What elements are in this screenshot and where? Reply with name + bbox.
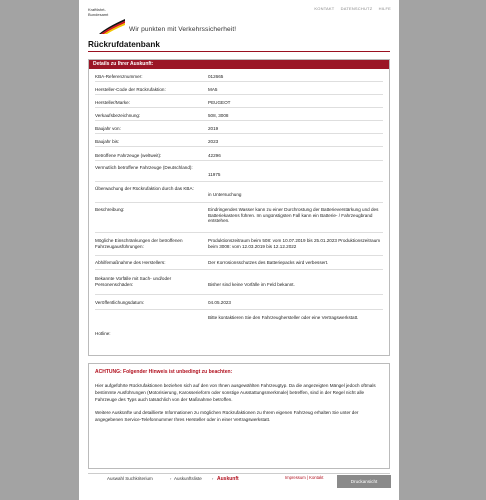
detail-value: 2019: [208, 126, 219, 131]
detail-row-vorfaelle: [95, 271, 383, 295]
kontakt-link[interactable]: Kontakt: [309, 475, 324, 480]
impressum-link[interactable]: Impressum: [285, 475, 306, 480]
detail-label: Verkaufsbezeichnung:: [95, 113, 141, 118]
detail-label: Vermutlich betroffene Fahrzeuge (Deutschland):: [95, 165, 193, 170]
detail-value: 508, 3008: [208, 113, 229, 118]
detail-label: Hotline:: [95, 331, 111, 336]
detail-value: MA5: [208, 87, 218, 92]
detail-label: KBA-Referenznummer:: [95, 74, 143, 79]
breadcrumb-auskunftsliste[interactable]: Auskunftsliste: [174, 476, 202, 481]
detail-value: PEUGEOT: [208, 100, 231, 105]
detail-row-referenznummer: [95, 72, 383, 82]
footer-link-separator: |: [306, 475, 310, 480]
nav-kontakt-link[interactable]: KONTAKT: [314, 6, 335, 11]
detail-value: 04.05.2023: [208, 300, 231, 305]
breadcrumb-arrow-icon: ›: [170, 476, 172, 481]
detail-row-hotline: [95, 311, 383, 341]
detail-value: 2023: [208, 139, 219, 144]
logo-text-line2: Bundesamt: [88, 12, 109, 17]
detail-label: Bekannte Vorfälle mit Sach- und/oder Personenschäden:: [95, 276, 172, 287]
detail-row-beschreibung: [95, 204, 383, 233]
detail-row-baujahr-bis: [95, 135, 383, 147]
slogan: Wir punkten mit Verkehrssicherheit!: [129, 26, 237, 33]
detail-label: Hersteller-Code der Rückrufaktion:: [95, 87, 166, 92]
detail-value: Eindringendes Wasser kann zu einer Durchrostung der Batterieverstärkung und des Batteriekastens führen. Im ungünstigsten Fall kann ein Batterie- / Fahrzeugbrand entstehen.: [208, 207, 379, 224]
logo-text-line1: Kraftfahrt-: [88, 7, 106, 12]
details-heading: Details zu Ihrer Auskunft:: [89, 60, 389, 69]
print-view-button[interactable]: Druckansicht: [337, 475, 391, 488]
detail-label: Veröffentlichungsdatum:: [95, 300, 145, 305]
nav-hilfe-link[interactable]: HILFE: [378, 6, 391, 11]
detail-row-marke: [95, 96, 383, 108]
detail-row-baujahr-von: [95, 122, 383, 134]
detail-value: Bitte kontaktieren Sie den Fahrzeughersteller oder eine Vertragswerkstatt.: [208, 315, 359, 320]
detail-value: Produktionszeitraum beim 508: vom 10.07.2019 bis 25.01.2023 Produktionszeitraum beim 3008: vom 12.03.2019 bis 12.12.2022: [208, 238, 381, 249]
footer-divider: [88, 473, 390, 474]
detail-row-herstellercode: [95, 83, 383, 95]
detail-label: Baujahr bis:: [95, 139, 120, 144]
detail-row-ueberwachung: [95, 183, 383, 203]
warning-paragraph-2: Weitere Auskünfte und detaillierte Informationen zu möglichen Rückrufaktionen zu Ihrem eigenen Fahrzeug erhalten Sie unter der angegebenen Service-Telefonnummer Ihres Hersteller oder in einer Vertragswerkstatt.: [95, 409, 359, 422]
detail-row-veroeffentlichung: [95, 296, 383, 310]
page-container: [79, 0, 399, 500]
detail-value: 42296: [208, 153, 221, 158]
detail-label: Abhilfemaßnahme des Herstellers:: [95, 260, 166, 265]
warning-title: ACHTUNG: Folgender Hinweis ist unbedingt zu beachten:: [95, 369, 233, 375]
warning-panel: [88, 363, 390, 469]
detail-label: Mögliche Einschränkungen der betroffenen Fahrzeugausführungen:: [95, 238, 183, 249]
detail-row-deutschland: [95, 162, 383, 182]
detail-value: 11975: [208, 172, 221, 177]
breadcrumb-auskunft: Auskunft: [217, 475, 239, 482]
detail-label: Betroffene Fahrzeuge (weltweit):: [95, 153, 162, 158]
detail-row-verkaufsbezeichnung: [95, 109, 383, 121]
detail-label: Hersteller/Marke:: [95, 100, 130, 105]
warning-paragraph-1: Hier aufgeführte Rückrufaktionen beziehen sich auf den von Ihnen ausgewählten Fahrzeugtyp. Da die angezeigten Mängel jedoch oftmals bestimmte Ausführungen (Motorisierung, Karosserieform oder sonstige Ausstattungsmerkmale) betreffen, sind in der Regel nicht alle Fahrzeuge des Typs auch tatsächlich von der Maßnahme betroffen.: [95, 383, 376, 403]
details-panel: [88, 59, 390, 356]
flag-swoosh-logo-icon: [97, 17, 127, 35]
detail-label: Beschreibung:: [95, 207, 125, 212]
detail-row-weltweit: [95, 148, 383, 161]
detail-value: Der Korrosionsschutzes des Batteriepacks wird verbessert.: [208, 260, 329, 265]
nav-datenschutz-link[interactable]: DATENSCHUTZ: [340, 6, 373, 11]
detail-value: Bisher sind keine Vorfälle im Feld bekannt.: [208, 282, 295, 287]
detail-value: in Untersuchung: [208, 192, 242, 197]
detail-row-einschraenkungen: [95, 234, 383, 256]
footer-links: [285, 475, 323, 480]
footer: [79, 470, 399, 500]
detail-label: Überwachung der Rückrufaktion durch das KBA:: [95, 186, 194, 191]
title-divider: [88, 51, 390, 52]
breadcrumb-arrow-icon: ›: [212, 476, 214, 481]
detail-row-abhilfemassnahme: [95, 257, 383, 270]
page-title: Rückrufdatenbank: [88, 40, 160, 49]
top-navigation: [309, 6, 391, 11]
breadcrumb-suchkriterium[interactable]: Auswahl Suchkriterium: [107, 476, 153, 481]
detail-value: 012665: [208, 74, 224, 79]
detail-label: Baujahr von:: [95, 126, 121, 131]
